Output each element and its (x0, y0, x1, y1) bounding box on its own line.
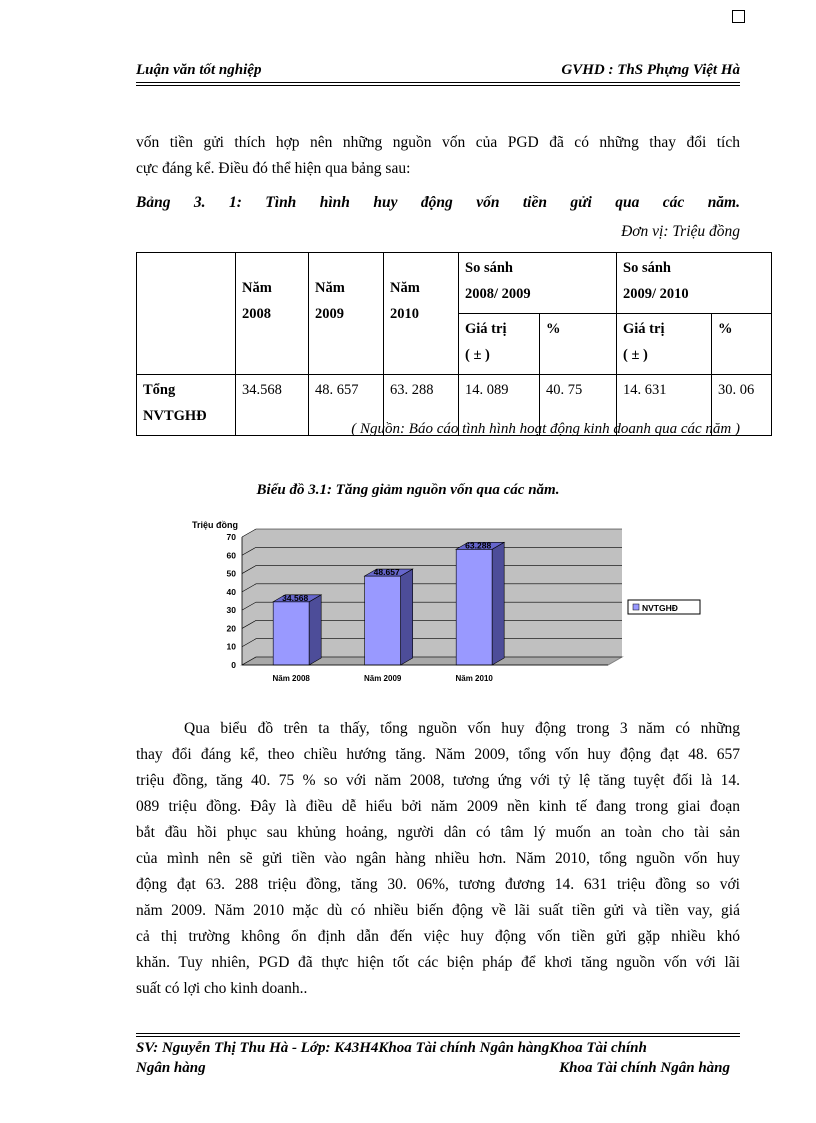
header-value-2: Giá trị ( ± ) (617, 314, 712, 375)
cell-pct-2009-2010: 30. 06 (712, 375, 772, 436)
legend-swatch (633, 604, 639, 610)
chart-bar (273, 602, 309, 665)
chart-bar (365, 576, 401, 665)
analysis-line: động đạt 63. 288 triệu đồng, tăng 30. 06%, tương đương 14. 631 triệu đồng so với (136, 876, 740, 893)
chart-y-tick-label: 40 (226, 586, 236, 597)
header-2008: Năm 2008 (236, 253, 309, 375)
header-pct-1: % (540, 314, 617, 375)
intro-paragraph (136, 130, 740, 182)
chart-bar (456, 549, 492, 665)
chart-y-tick-label: 0 (231, 660, 236, 670)
chart-x-tick-label: Năm 2010 (455, 674, 493, 683)
deposit-table (136, 252, 772, 436)
chart-bar-side (309, 595, 321, 665)
cell-2010: 63. 288 (384, 375, 459, 436)
cell-diff-2008-2009: 14. 089 (459, 375, 540, 436)
corner-box-icon (732, 10, 745, 23)
footer-rule (136, 1036, 740, 1037)
table-caption: Bảng 3. 1: Tình hình huy động vốn tiền gửi qua các năm. (136, 194, 740, 211)
legend-label: NVTGHĐ (642, 603, 678, 613)
chart-y-tick-label: 20 (226, 623, 236, 634)
chart-data-label: 48.657 (373, 567, 400, 578)
header-pct-2: % (712, 314, 772, 375)
chart-data-label: 34.568 (282, 592, 309, 603)
row-label-total: Tổng NVTGHĐ (137, 375, 236, 436)
chart-bar-side (401, 569, 413, 665)
analysis-paragraph (136, 716, 740, 1002)
chart-y-tick-label: 70 (226, 532, 236, 542)
chart-y-tick-label: 30 (226, 605, 236, 616)
chart-y-tick-label: 10 (226, 641, 236, 652)
footer-line-2-left: Ngân hàng (136, 1060, 206, 1076)
header-2009: Năm 2009 (309, 253, 384, 375)
header-rule (136, 82, 740, 83)
chart-title: Biểu đồ 3.1: Tăng giảm nguồn vốn qua các năm. (256, 482, 560, 498)
footer-rule (136, 1033, 740, 1034)
footer-line-1: SV: Nguyễn Thị Thu Hà - Lớp: K43H4Khoa Tài chính Ngân hàngKhoa Tài chính (136, 1040, 647, 1056)
header-compare-2008-2009: So sánh 2008/ 2009 (459, 253, 617, 314)
analysis-line: năm 2009. Năm 2010 mặc dù có nhiều biến động về lãi suất tiền gửi và tiền vay, giá (136, 902, 740, 919)
chart-x-tick-label: Năm 2009 (363, 674, 402, 683)
cell-pct-2008-2009: 40. 75 (540, 375, 617, 436)
chart-bar-side (492, 542, 504, 665)
footer-line-2-right: Khoa Tài chính Ngân hàng (559, 1060, 730, 1076)
analysis-line: khăn. Tuy nhiên, PGD đã thực hiện tốt các biện pháp để khơi tăng nguồn vốn với lãi (136, 954, 740, 971)
header-value-1: Giá trị ( ± ) (459, 314, 540, 375)
header-left: Luận văn tốt nghiệp (136, 62, 262, 78)
analysis-line: Qua biểu đồ trên ta thấy, tổng nguồn vốn huy động trong 3 năm có những (184, 720, 740, 737)
analysis-line: 089 triệu đồng. Đây là điều dễ hiểu bởi năm 2009 nền kinh tế đang trong giai đoạn (136, 798, 740, 815)
chart-x-tick-label: Năm 2008 (272, 674, 310, 683)
analysis-line: thay đổi đáng kể, theo chiều hướng tăng. Năm 2009, tổng vốn huy động đạt 48. 657 (136, 746, 740, 763)
cell-2009: 48. 657 (309, 375, 384, 436)
analysis-line: bắt đầu hồi phục sau khủng hoảng, người dân có tâm lý muốn an toàn cho tài sản (136, 824, 740, 841)
bar-chart (190, 512, 710, 692)
chart-data-label: 63.288 (465, 540, 492, 551)
analysis-line: của mình nên sẽ gửi tiền vào ngân hàng nhiều hơn. Năm 2010, tổng nguồn vốn huy (136, 850, 740, 867)
chart-y-tick-label: 60 (226, 550, 236, 561)
header-right: GVHD : ThS Phựng Việt Hà (561, 62, 740, 78)
header-compare-2009-2010: So sánh 2009/ 2010 (617, 253, 772, 314)
chart-legend (628, 600, 700, 614)
table-corner-cell (137, 253, 236, 375)
table-unit: Đơn vị: Triệu đồng (621, 223, 740, 240)
chart-y-tick-label: 50 (226, 568, 236, 579)
chart-y-axis-label: Triệu đồng (192, 520, 238, 530)
intro-line: vốn tiền gửi thích hợp nên những nguồn vốn của PGD đã có những thay đổi tích (136, 134, 740, 151)
analysis-line: triệu đồng, tăng 40. 75 % so với năm 2008, tương ứng với tỷ lệ tăng tuyệt đối là 14. (136, 772, 740, 789)
analysis-line: cả thị trường không ổn định dẫn đến việc huy động vốn tiền gửi gặp nhiều khó (136, 928, 740, 945)
table-source: ( Nguồn: Báo cáo tình hình hoạt động kinh doanh qua các năm ) (351, 421, 740, 437)
cell-2008: 34.568 (236, 375, 309, 436)
intro-line: cực đáng kể. Điều đó thể hiện qua bảng sau: (136, 160, 411, 177)
header-rule (136, 85, 740, 86)
header-2010: Năm 2010 (384, 253, 459, 375)
analysis-line: suất có lợi cho kinh doanh.. (136, 980, 308, 997)
cell-diff-2009-2010: 14. 631 (617, 375, 712, 436)
